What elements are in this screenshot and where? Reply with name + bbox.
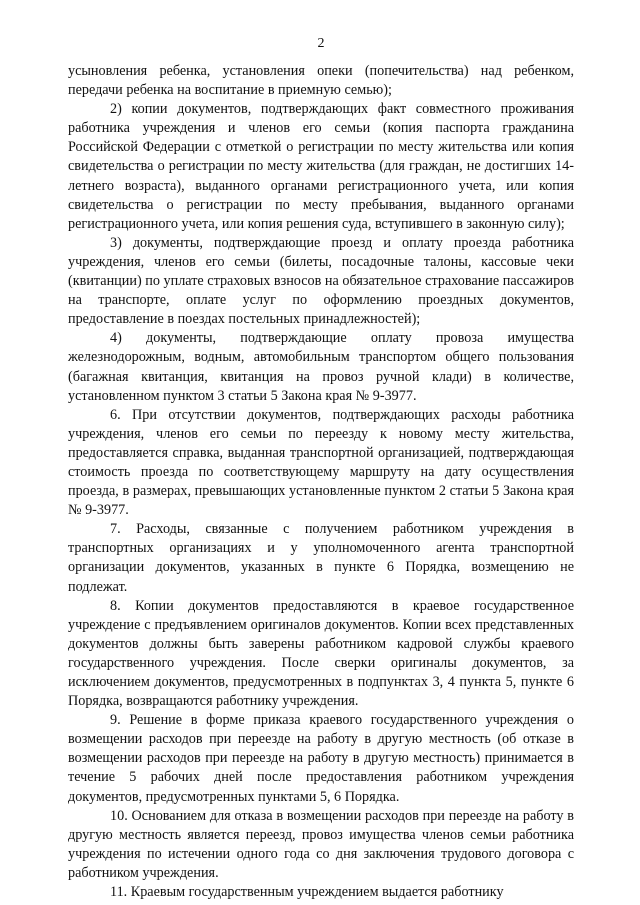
paragraph-11-issuance: 11. Краевым государственным учреждением выдается работнику	[110, 884, 504, 901]
page-number: 2	[317, 36, 325, 51]
paragraph-continuation: усыновления ребенка, установления опеки (попечительства) над ребенком, передачи ребенка на воспитание в приемную семью);	[68, 63, 574, 99]
paragraph-item-4-baggage-docs: 4) документы, подтверждающие оплату провоза имущества железнодорожным, водным, автомобильным транспортом общего пользования (багажная квитанция, квитанция на провоз ручной клади) в количестве, установленном пунктом 3 статьи 5 Закона края № 9-3977.	[68, 330, 574, 404]
paragraph-7-expenses: 7. Расходы, связанные с получением работником учреждения в транспортных организациях и у уполномоченного агента транспортной организации документов, указанных в пункте 6 Порядка, возмещению не подлежат.	[68, 521, 574, 595]
paragraph-6-missing-docs: 6. При отсутствии документов, подтверждающих расходы работника учреждения, членов его семьи по переезду к новому месту жительства, предоставляется справка, выданная транспортной организацией, подтверждающая стоимость проезда по соответствующему маршруту на дату осуществления проезда, в размерах, превышающих установленные пунктом 2 статьи 5 Закона края № 9-3977.	[68, 406, 574, 519]
paragraph-10-refusal: 10. Основанием для отказа в возмещении расходов при переезде на работу в другую местность является переезд, провоз имущества членов семьи работника учреждения по истечении одного года со дня заключения трудового договора с работником учреждения.	[68, 807, 574, 881]
paragraph-9-decision: 9. Решение в форме приказа краевого государственного учреждения о возмещении расходов при переезде на работу в другую местность (об отказе в возмещении расходов при переезде на работу в другую местность) принимается в течение 5 рабочих дней после предоставления работником учреждения документов, предусмотренных пунктами 5, 6 Порядка.	[68, 712, 574, 805]
paragraph-item-2-residence-docs: 2) копии документов, подтверждающих факт совместного проживания работника учреждения и членов его семьи (копия паспорта гражданина Российской Федерации с отметкой о регистрации по месту жительства или копия свидетельства о регистрации по месту жительства (для граждан, не достигших 14-летнего возраста), выданного органами регистрационного учета, или копия свидетельства о регистрации по месту пребывания, выданного органами регистрационного учета, или копия решения суда, вступившего в законную силу);	[68, 101, 574, 232]
paragraph-8-copies: 8. Копии документов предоставляются в краевое государственное учреждение с предъявлением оригиналов документов. Копии всех представленных документов должны быть заверены работником кадровой службы краевого государственного учреждения. После сверки оригиналы документов, за исключением документов, предусмотренных в подпунктах 3, 4 пункта 5, пункте 6 Порядка, возвращаются работнику учреждения.	[68, 597, 574, 710]
paragraph-item-3-travel-docs: 3) документы, подтверждающие проезд и оплату проезда работника учреждения, членов его семьи (билеты, посадочные талоны, кассовые чеки (квитанции) по уплате страховых взносов на обязательное страхование пассажиров на транспорте, оплате услуг по оформлению проездных документов, предоставление в поездах постельных принадлежностей);	[68, 234, 574, 328]
